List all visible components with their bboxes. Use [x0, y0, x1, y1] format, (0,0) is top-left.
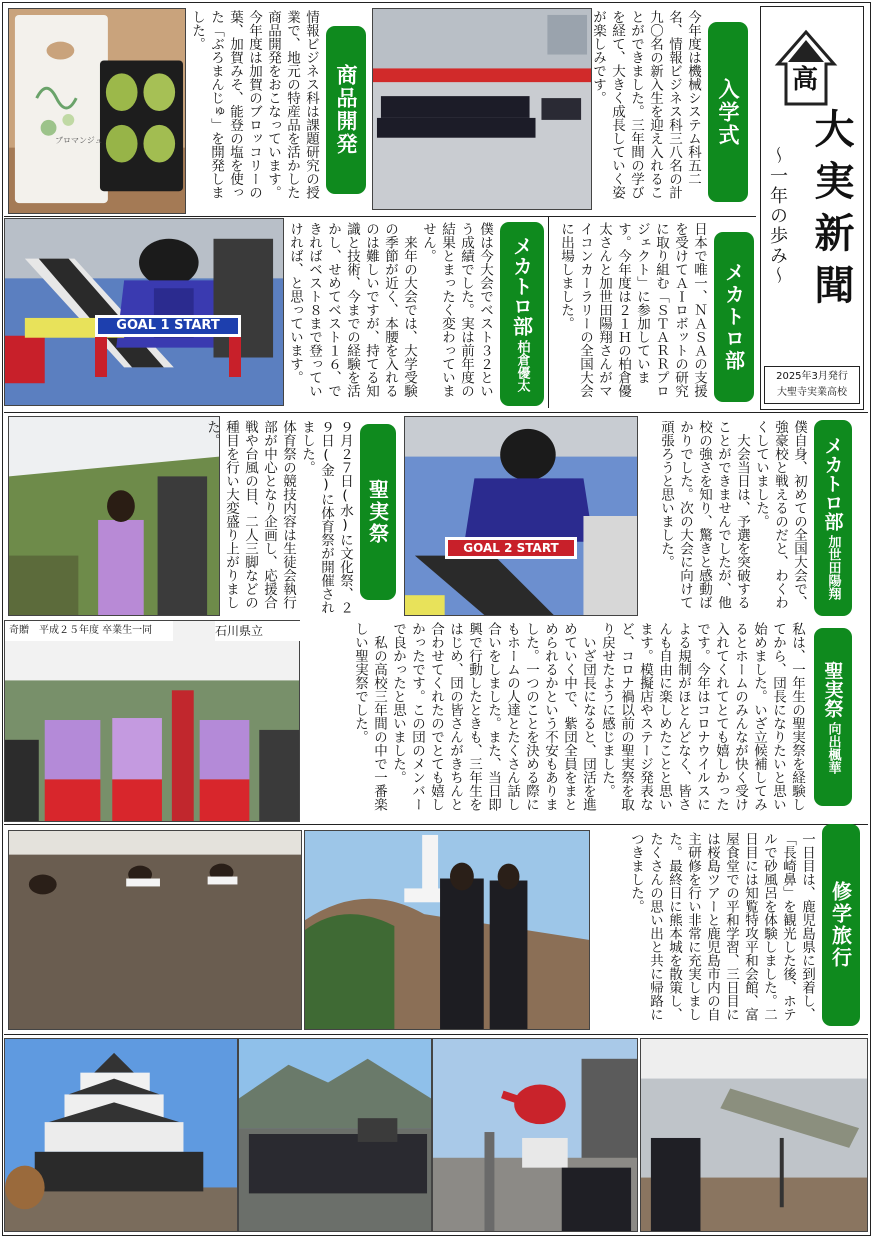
- package-text: ブロマンジュ: [55, 136, 103, 145]
- emblem-char: 高: [792, 65, 819, 95]
- goal-post-right: [229, 337, 241, 377]
- goal-banner-text-2: GOAL 2 START: [463, 541, 559, 555]
- row-divider-1: [4, 216, 756, 217]
- tent-sign-right: [215, 621, 301, 641]
- mechatro1-body: 日本で唯一、ＮＡＳＡの支援を受けてＡＩロボットの研究に取り組む「ＳＴＡＲＲプロジェクト」に参加しています。今年度は２１Ｈの柏倉優太さんと加世田陽翔さんがマイコンカーラリーの全国大会に出場しました。: [558, 222, 707, 398]
- festival-essay-label-sub: 向出楓華: [825, 721, 841, 774]
- school-name: 大聖寺実業高校: [777, 387, 847, 398]
- row-divider-5: [4, 1034, 868, 1035]
- trip-photo-lighthouse: [304, 830, 590, 1030]
- tent-sign-left-text: 奇贈 平成２５年度 卒業生一同: [9, 625, 153, 636]
- festival-photo-stage: [4, 620, 300, 822]
- trip-photo-sand-bath: [8, 830, 302, 1030]
- issue-box: [764, 366, 860, 404]
- product-body: 情報ビジネス科は課題研究の授業で、地元の特産品を活かした商品開発をおこなっています。今年度は加賀のブロッコリーの葉、加賀みそ、能登の塩を使った「ぶろまんじゅ」を開発しました。: [189, 10, 319, 199]
- mechatro1-label: [714, 232, 754, 402]
- masthead-subtitle: 〜一年の歩み〜: [767, 146, 788, 286]
- masthead-title: 大実新聞: [808, 108, 855, 316]
- trip-photo-kettle: [432, 1038, 638, 1232]
- entrance-label: [708, 22, 748, 202]
- product-label-text: 商品開発: [334, 64, 358, 156]
- trip-label-text: 修学旅行: [828, 881, 853, 969]
- school-emblem: [774, 30, 838, 108]
- festival-essay-body: 私は、一年生の聖実祭を経験してから、団長になりたいと思い始めました。いざ立候補してみるとホームのみんなが快く受け入れてくれてとても嬉しかったです。今年はコロナウイルスによる規制がほとんどなく、皆さんも自由に楽しめたことと思います。模擬店やステージ発表など、コロナ禍以前の聖実祭を取り戻せたように感じました。 いざ団長になると、団活を進めていく中で、紫団全員をまとめられるかという不安もありました。一つのことを決める際にもホームの人達とたくさん話し合いをしました。また、当日即興で行動したときも、三年生をはじめ、団の皆さんがきちんと合わせてくれたのでとても嬉しかったです。この団のメンバーで良かったと思いました。 私の高校三年間の中で一番楽しい聖実祭でした。: [352, 622, 805, 811]
- goal-start-banner-2: [445, 537, 577, 559]
- trip-photo-castle: [4, 1038, 238, 1232]
- goal-banner-text-1: GOAL 1 START: [116, 318, 220, 333]
- issue-date: 2025年3月発行: [776, 371, 848, 382]
- mechatro-photo-1: [4, 218, 284, 406]
- trip-photo-museum: [640, 1038, 868, 1232]
- trip-label: [822, 824, 860, 1026]
- mechatro2-label-text: メカトロ部: [509, 236, 534, 336]
- goal-post-left: [95, 337, 107, 377]
- festival-label: [360, 424, 396, 600]
- entrance-body: 今年度は機械システム科五二名、情報ビジネス科三八名の計九〇名の新入生を迎え入れることができました。三年間の学びを経て、大きく成長していく姿が楽しみです。: [590, 10, 701, 199]
- col-divider-mechatro: [548, 216, 549, 408]
- trip-body: 一日目は、鹿児島県に到着し、「長崎鼻」を観光した後、ホテルで砂風呂を体験しました。二日目には知覧特攻平和会館、富屋食堂での平和学習、三日目には桜島ツアーと鹿児島市内の自主研修を行い非常に充実しました。最終日に熊本城を散策し、たくさんの思い出と共に帰路につきました。: [628, 832, 815, 1021]
- festival-photo-speech: [8, 416, 220, 616]
- tent-sign-left: [5, 621, 173, 641]
- goal-start-banner-1: [95, 315, 241, 337]
- row-divider-4: [4, 824, 868, 825]
- row-divider-2: [4, 412, 868, 413]
- product-photo: [8, 8, 186, 214]
- mechatro1-label-text: メカトロ部: [721, 262, 746, 372]
- tent-sign-right-text: 石川県立: [215, 624, 264, 638]
- festival-body: ９月２７日(水)に文化祭、２９日(金)に体育祭が開催されました。 体育祭の競技内容は生徒会執行部が中心となり企画し、応援合戦や台風の目、二人三脚などの種目を行い大変盛り上がりました。: [204, 420, 353, 614]
- mechatro3-body: 僕自身、初めての全国大会で、強豪校と戦えるのだと、わくわくしていました。 大会当日は、予選を突破することができませんでしたが、他校の強さを知り、驚きと感動ばかりでした。次の大会に向けて頑張ろうと思いました。: [658, 420, 807, 609]
- mechatro3-label: [814, 420, 852, 616]
- entrance-label-text: 入学式: [716, 77, 740, 147]
- mechatro-photo-2: [404, 416, 638, 616]
- trip-photo-group: [238, 1038, 432, 1232]
- mechatro3-label-sub: 加世田陽翔: [825, 535, 841, 600]
- mechatro2-body: 僕は今大会でベスト３２という成績でした。実は前年度の結果とまったく変わっていません。 来年の大会では、大学受験の季節が近く、本腰を入れるのは難しいですが、持てる知識と技術、今までの経験を活かし、せめてベスト１６、できればベスト８まで登っていければ、と思っています。: [287, 222, 493, 398]
- mechatro2-label: [500, 222, 544, 406]
- mechatro2-label-sub: 柏倉優太: [514, 340, 530, 392]
- mechatro3-label-text: メカトロ部: [821, 436, 844, 531]
- entrance-photo: [372, 8, 592, 210]
- festival-essay-label: [814, 628, 852, 806]
- festival-label-text: 聖実祭: [365, 479, 390, 545]
- product-label: [326, 26, 366, 194]
- festival-essay-label-text: 聖実祭: [821, 660, 844, 718]
